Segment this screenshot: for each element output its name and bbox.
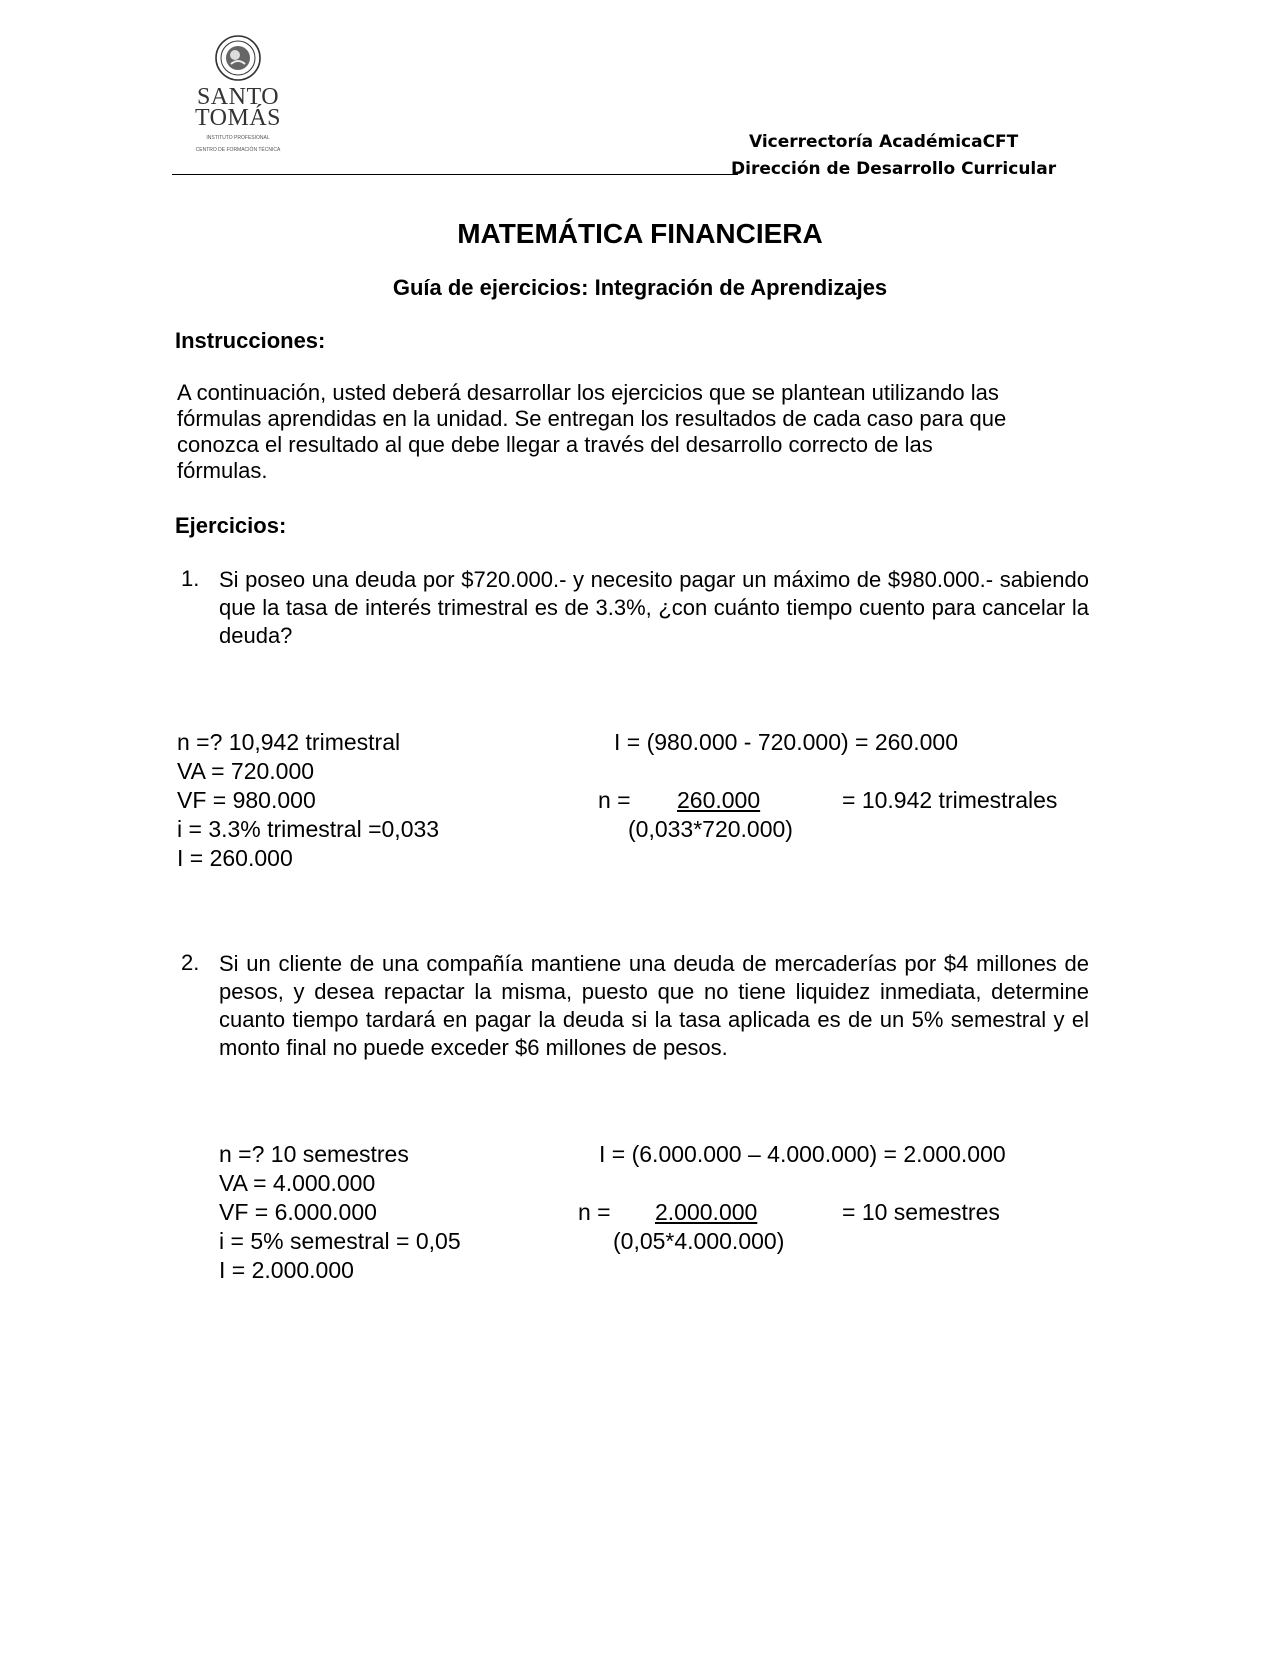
instructions-line: A continuación, usted deberá desarrollar los ejercicios que se plantean utilizando las (177, 380, 999, 405)
exercise-1-calc-numerator: 260.000 (677, 787, 761, 813)
institution-logo (188, 34, 288, 153)
exercise-1-number: 1. (181, 566, 200, 591)
exercise-1-calc-result: = 10.942 trimestrales (842, 787, 1058, 813)
logo-word-1: SANTO (196, 84, 280, 110)
exercise-1-calc-n-label: n = (598, 787, 631, 813)
instructions-line: fórmulas. (177, 458, 268, 483)
seal-icon (214, 34, 262, 82)
exercise-2-data-n: n =? 10 semestres (219, 1141, 409, 1167)
exercise-2-text: Si un cliente de una compañía mantiene una deuda de mercaderías por $4 millones de pesos, y desea repactar la misma, puesto que no tiene liquidez inmediata, determine cuanto tiempo tardará en pagar la deuda si la tasa aplicada es de un 5% semestral y el monto final no puede exceder $6 millones de pesos. (219, 951, 1089, 1060)
logo-subtext-1: INSTITUTO PROFESIONAL (206, 135, 270, 141)
instructions-text (177, 380, 1097, 484)
logo-subtext-2: CENTRO DE FORMACIÓN TÉCNICA (195, 147, 281, 153)
exercise-2-data-i: i = 5% semestral = 0,05 (219, 1228, 461, 1254)
header-direccion: Dirección de Desarrollo Curricular (731, 159, 1057, 179)
exercise-2-number: 2. (181, 950, 200, 975)
instructions-line: fórmulas aprendidas en la unidad. Se entregan los resultados de cada caso para que (177, 406, 1007, 431)
page-title: MATEMÁTICA FINANCIERA (457, 218, 823, 249)
exercise-1-data-i: i = 3.3% trimestral =0,033 (177, 816, 440, 842)
exercises-heading: Ejercicios: (175, 513, 287, 538)
exercise-1-text: Si poseo una deuda por $720.000.- y necesito pagar un máximo de $980.000.- sabiendo que la tasa de interés trimestral es de 3.3%, ¿con cuánto tiempo cuento para cancelar la deuda? (219, 567, 1089, 648)
logo-word-2: TOMÁS (194, 105, 282, 131)
header-divider (172, 174, 738, 175)
instructions-line: conozca el resultado al que debe llegar a través del desarrollo correcto de las (177, 432, 933, 457)
header-vicerrectoria: Vicerrectoría AcadémicaCFT (749, 132, 1019, 152)
exercise-1-data-n: n =? 10,942 trimestral (177, 729, 401, 755)
exercise-2-calc-numerator: 2.000.000 (655, 1199, 758, 1225)
exercise-1-data-va: VA = 720.000 (177, 758, 315, 784)
exercise-2-calc-result: = 10 semestres (842, 1199, 1000, 1225)
page-subtitle: Guía de ejercicios: Integración de Aprendizajes (392, 275, 888, 300)
exercise-2-data-interest: I = 2.000.000 (219, 1257, 354, 1283)
exercise-1-calc-denominator: (0,033*720.000) (628, 816, 793, 842)
exercise-2-calc-interest: I = (6.000.000 – 4.000.000) = 2.000.000 (599, 1141, 1006, 1167)
exercise-2-calc-n-label: n = (578, 1199, 611, 1225)
exercise-1-data-vf: VF = 980.000 (177, 787, 316, 813)
exercise-2-calc-denominator: (0,05*4.000.000) (613, 1228, 785, 1254)
exercise-2-data-vf: VF = 6.000.000 (219, 1199, 377, 1225)
instructions-heading: Instrucciones: (175, 328, 326, 353)
exercise-1-data-interest: I = 260.000 (177, 845, 293, 871)
exercise-1-calc-interest: I = (980.000 - 720.000) = 260.000 (614, 729, 958, 755)
exercise-2-data-va: VA = 4.000.000 (219, 1170, 376, 1196)
